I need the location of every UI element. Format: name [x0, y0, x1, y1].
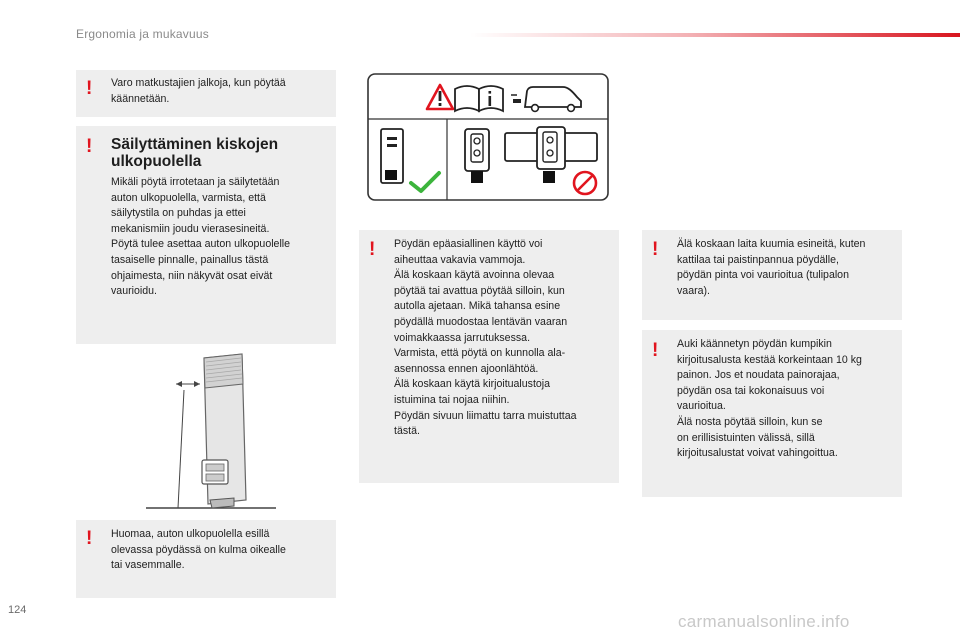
closed-table-icon — [381, 129, 403, 183]
warning-mark: ! — [86, 78, 93, 99]
load-limit-box — [642, 330, 902, 497]
table-angle-illustration — [146, 350, 276, 512]
angle-note-box — [76, 520, 336, 598]
section-title: Ergonomia ja mukavuus — [76, 27, 209, 41]
warning-text: Varo matkustajien jalkoja, kun pöytää käännetään. — [111, 77, 286, 105]
watermark: carmanualsonline.info — [678, 612, 850, 631]
manual-book-icon — [455, 86, 503, 111]
header-accent-line — [470, 33, 960, 37]
storage-info-box — [76, 126, 336, 344]
table-angle-svg — [146, 350, 276, 512]
warning-box-feet — [76, 70, 336, 117]
sticker-svg — [367, 73, 609, 201]
load-limit-text: Auki käännetyn pöydän kumpikin kirjoitusalusta kestää korkeintaan 10 kg painon. Jos et noudata painorajaa, pöydän osa tai kokonaisuus voi vaurioitua. Älä nosta pöytää silloin, kun se on erillisistuinten välissä, sillä kirjoitusalustat voivat vahingoittua. — [677, 338, 862, 460]
warning-mark: ! — [652, 239, 659, 260]
hot-items-text: Älä koskaan laita kuumia esineitä, kuten kattilaa tai paistinpannua pöydälle, pöydän pinta voi vaurioitua (tulipalon vaara). — [677, 238, 866, 297]
storage-text: Mikäli pöytä irrotetaan ja säilytetään auton ulkopuolella, varmista, että säilytystila on puhdas ja ettei mekanismiin joudu vierasesineitä. Pöytä tulee asettaa auton ulkopuolelle tasaiselle pinnalle, painallus tästä ohjaimesta, niin näkyvät osat eivät vaurioidu. — [111, 176, 291, 298]
hot-items-box — [642, 230, 902, 320]
page-number: 124 — [8, 604, 27, 616]
unsafe-use-text: Pöydän epäasiallinen käyttö voi aiheuttaa vakavia vammoja. Älä koskaan käytä avoinna olevaa pöytää tai avattua pöytää silloin, kun autolla ajetaan. Mikä tahansa esine pöydällä muodostaa lentävän vaaran voimakkaassa jarrutuksessa. Varmista, että pöytä on kunnolla ala- asennossa ennen ajoonlähtöä. Älä koskaan käytä kirjoitualustoja istuimina tai nojaa niihin. Pöydän sivuun liimattu tarra muistuttaa tästä. — [394, 238, 577, 438]
safety-sticker-illustration — [367, 73, 609, 201]
warning-mark: ! — [86, 528, 93, 549]
unsafe-use-box — [359, 230, 619, 483]
warning-mark: ! — [652, 340, 659, 361]
storage-heading: Säilyttäminen kiskojen ulkopuolella — [111, 136, 279, 170]
warning-mark: ! — [86, 136, 93, 157]
angle-note-text: Huomaa, auton ulkopuolella esillä olevassa pöydässä on kulma oikealle tai vasemmalle. — [111, 528, 286, 572]
warning-mark: ! — [369, 239, 376, 260]
